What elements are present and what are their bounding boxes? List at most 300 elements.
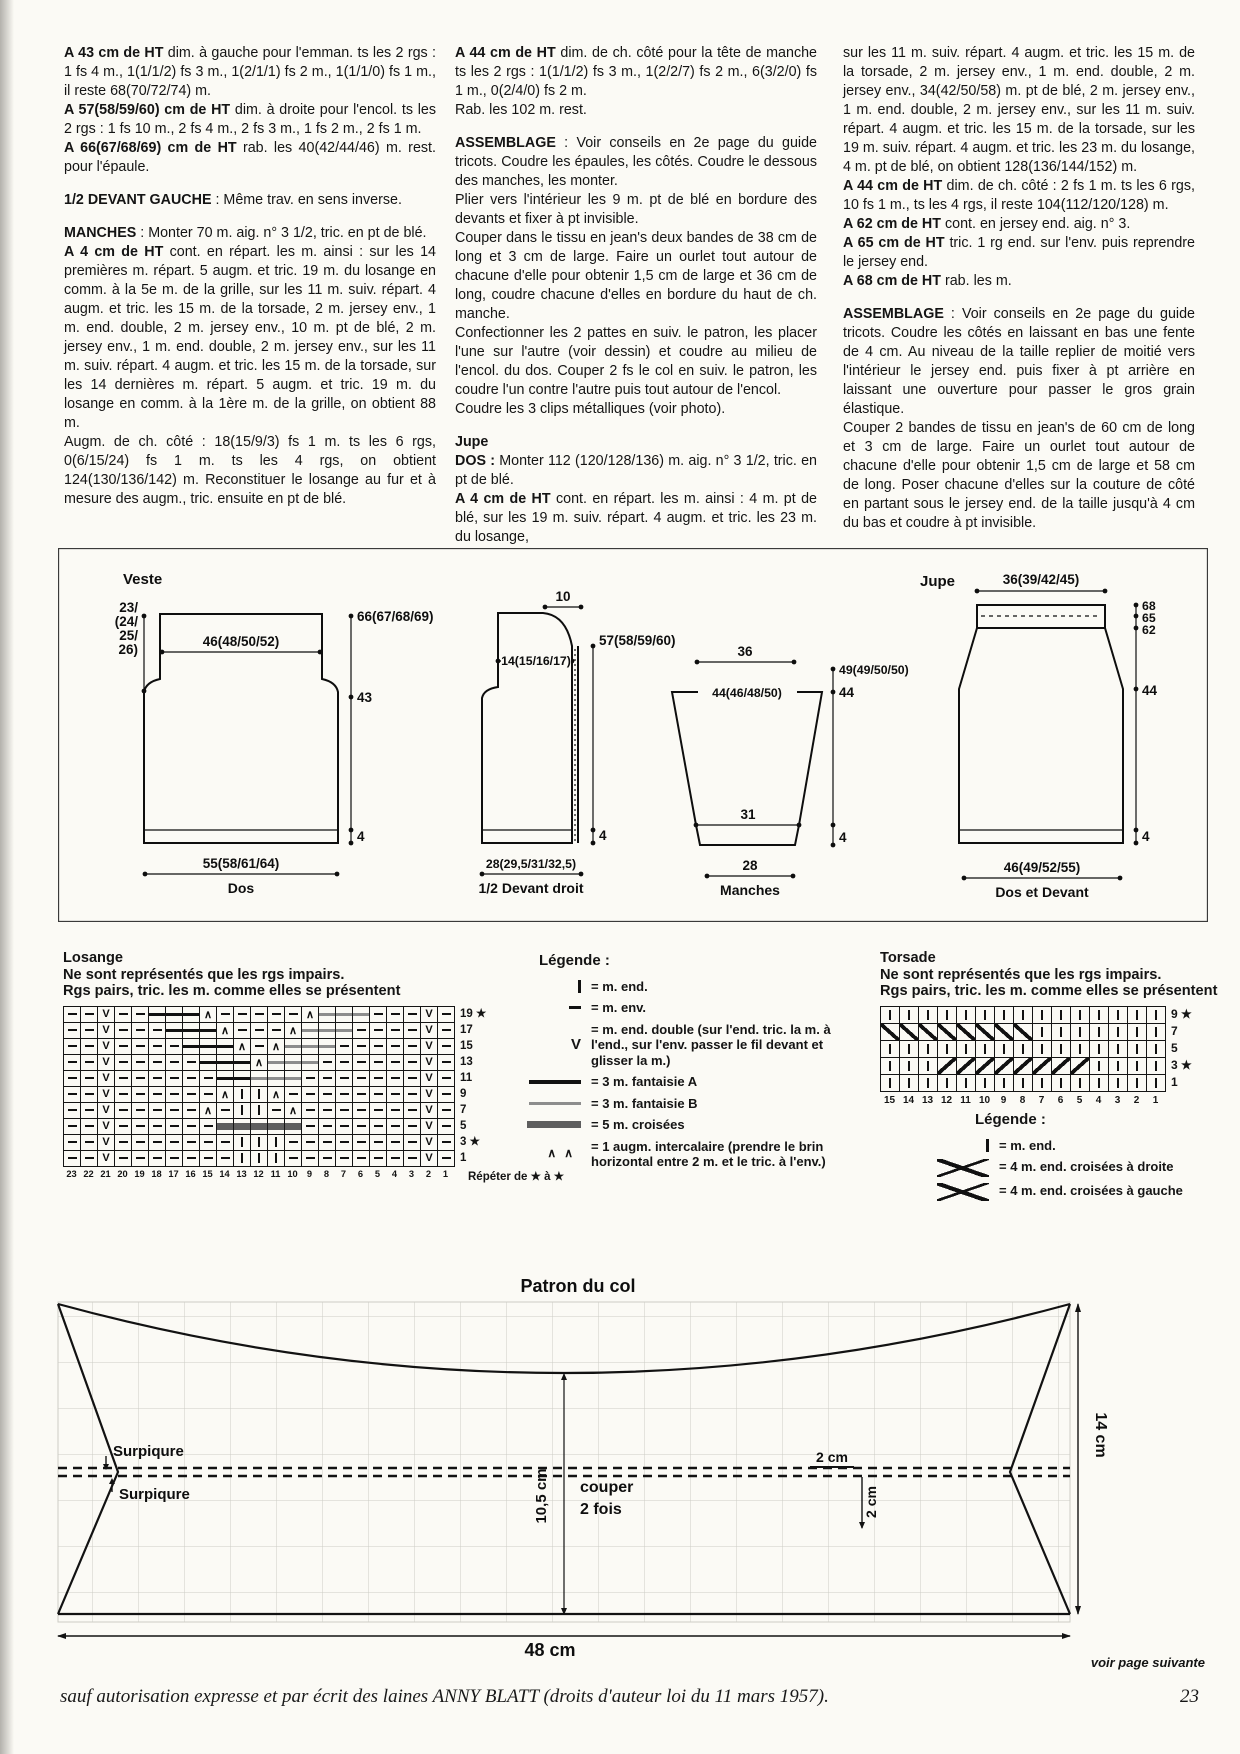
legend-text: = m. end. double (sur l'end. tric. la m. à l'end., sur l'env. passer le fil devant et glisser la m.) bbox=[591, 1021, 831, 1068]
stitch-cell bbox=[1051, 1006, 1070, 1023]
paragraph: Augm. de ch. côté : 18(15/9/3) fs 1 m. ts les 6 rgs, 0(6/15/24) fs 1 m. ts les 4 rgs, on obtient 124(130/136/142) m. Reconstituer le losange au fur et à mesure des augm., tric. ensuite en pt de blé. bbox=[64, 434, 436, 507]
stitch-cell: V bbox=[420, 1038, 437, 1054]
stitch-cell bbox=[918, 1006, 937, 1023]
stitch-cell bbox=[182, 1038, 199, 1054]
stitch-cell bbox=[1070, 1074, 1089, 1091]
stitch-cell: V bbox=[97, 1022, 114, 1038]
stitch-cell bbox=[148, 1038, 165, 1054]
dim-label: 4 bbox=[1142, 829, 1150, 844]
stitch-cell bbox=[403, 1022, 420, 1038]
stitch-cell bbox=[994, 1006, 1013, 1023]
stitch-cell bbox=[284, 1134, 301, 1150]
stitch-cell bbox=[267, 1150, 284, 1166]
stitch-cell bbox=[386, 1150, 403, 1166]
stitch-cell bbox=[899, 1006, 918, 1023]
stitch-cell bbox=[216, 1054, 233, 1070]
dim-label: 23/ bbox=[119, 600, 138, 615]
stitch-cell bbox=[250, 1006, 267, 1022]
stitch-cell bbox=[1127, 1057, 1146, 1074]
stitch-cell bbox=[199, 1134, 216, 1150]
stitch-cell bbox=[284, 1150, 301, 1166]
legend-text: = 3 m. fantaisie A bbox=[591, 1074, 698, 1089]
paragraph: Confectionner les 2 pattes en suiv. le patron, les placer l'une sur l'autre (voir dessin) et coudre au milieu de l'encol. du dos. Couper 2 fs le col en suiv. le patron, les coudre l'un contre l'autre puis tout autour de l'encol. bbox=[455, 325, 817, 398]
legend-title: Légende : bbox=[975, 1111, 1046, 1128]
stitch-cell bbox=[165, 1102, 182, 1118]
stitch-cell bbox=[199, 1118, 216, 1134]
stitch-cell bbox=[1127, 1006, 1146, 1023]
stitch-cell bbox=[1089, 1057, 1108, 1074]
stitch-cell bbox=[956, 1074, 975, 1091]
stitch-cell bbox=[880, 1057, 899, 1074]
torsade-legend-items bbox=[935, 1138, 1205, 1202]
cable-right-icon bbox=[937, 1159, 989, 1177]
stitch-cell bbox=[63, 1102, 80, 1118]
stitch-cell: ∧ bbox=[250, 1054, 267, 1070]
dim-label: 68 bbox=[1142, 599, 1156, 613]
stitch-cell bbox=[1013, 1074, 1032, 1091]
stitch-cell bbox=[182, 1118, 199, 1134]
stitch-cell: V bbox=[97, 1150, 114, 1166]
stitch-cell bbox=[216, 1134, 233, 1150]
stitch-cell: ∧ bbox=[284, 1102, 301, 1118]
stitch-cell bbox=[1070, 1040, 1089, 1057]
stitch-cell bbox=[1013, 1057, 1032, 1074]
stitch-cell bbox=[131, 1006, 148, 1022]
arrow-right-icon bbox=[1062, 1633, 1071, 1639]
stitch-cell bbox=[114, 1022, 131, 1038]
dim-label: 26) bbox=[118, 642, 138, 657]
chart-note: Rgs pairs, tric. les m. comme elles se présentent bbox=[63, 983, 401, 999]
paragraph: Couper dans le tissu en jean's deux bandes de 38 cm de long et 3 cm de large. Faire un ourlet tout autour de chacune d'elle pour obtenir 1,5 cm de large et 36 cm de long, coudre chacune d'elles en bordure du haut de ch. manche. bbox=[455, 230, 817, 322]
dim-label-vertical: 10,5 cm bbox=[533, 1468, 550, 1524]
stitch-cell bbox=[80, 1102, 97, 1118]
stitch-cell bbox=[352, 1086, 369, 1102]
stitch-cell bbox=[165, 1038, 182, 1054]
stitch-cell: ∧ bbox=[301, 1006, 318, 1022]
stitch-cell: V bbox=[420, 1102, 437, 1118]
dim-label: 44(46/48/50) bbox=[712, 686, 782, 700]
dim-label: 28(29,5/31/32,5) bbox=[485, 857, 577, 871]
stitch-cell bbox=[1108, 1074, 1127, 1091]
stitch-cell bbox=[1013, 1023, 1032, 1040]
stitch-cell bbox=[250, 1022, 267, 1038]
stitch-cell bbox=[369, 1006, 386, 1022]
stitch-cell bbox=[437, 1134, 454, 1150]
stitch-cell bbox=[1146, 1006, 1165, 1023]
stitch-cell bbox=[131, 1102, 148, 1118]
stitch-cell bbox=[250, 1038, 267, 1054]
paragraph: A 44 cm de HT dim. de ch. côté pour la tête de manche ts les 2 rgs : 1(1/1/2) fs 3 m., 1(2/2/7) fs 2 m., 6(3/2/0) fs 1 m., 0(2/4/0) fs 2 m. bbox=[455, 45, 817, 99]
paragraph: sur les 11 m. suiv. répart. 4 augm. et tric. les 15 m. de la torsade, 2 m. jersey env., 1 m. end. double, 2 m. jersey env., 34(42/50/58) m. pt de blé, 2 m. jersey env., 1 m. end. double, 2 m. jersey env., sur les 11 m. suiv. répart. 4 augm. et tric. les 15 m. de la torsade, sur les 19 m. suiv. répart. 4 augm. et tric. les 23 m. du losange, 4 m. pt de blé, on obtient 128(136/144/152) m. bbox=[843, 45, 1195, 175]
dim-label-vertical: 2 cm bbox=[863, 1486, 879, 1518]
stitch-cell bbox=[335, 1086, 352, 1102]
stitch-cell bbox=[352, 1070, 369, 1086]
piece-name: Manches bbox=[720, 882, 780, 898]
stitch-cell bbox=[318, 1022, 335, 1038]
stitch-cell bbox=[994, 1074, 1013, 1091]
paragraph: DOS : Monter 112 (120/128/136) m. aig. n° 3 1/2, tric. en pt de blé. bbox=[455, 453, 817, 488]
dim-label: 36(39/42/45) bbox=[1002, 572, 1080, 587]
chart-title: Torsade bbox=[880, 950, 936, 966]
paragraph: A 68 cm de HT rab. les m. bbox=[843, 273, 1012, 289]
stitch-cell bbox=[131, 1086, 148, 1102]
stitch-cell bbox=[403, 1006, 420, 1022]
stitch-cell bbox=[1032, 1074, 1051, 1091]
legend-text: = 4 m. end. croisées à droite bbox=[999, 1159, 1174, 1174]
stitch-cell bbox=[182, 1070, 199, 1086]
stitch-cell bbox=[182, 1022, 199, 1038]
stitch-cell bbox=[114, 1070, 131, 1086]
dim-label: 4 bbox=[599, 828, 607, 843]
stitch-cell bbox=[216, 1102, 233, 1118]
stitch-cell bbox=[233, 1022, 250, 1038]
stitch-cell bbox=[1032, 1040, 1051, 1057]
legend-title: Légende : bbox=[539, 952, 610, 969]
stitch-cell: ∧ bbox=[199, 1006, 216, 1022]
knit-stitch-icon bbox=[578, 980, 581, 993]
stitch-cell bbox=[114, 1102, 131, 1118]
stitch-cell bbox=[80, 1070, 97, 1086]
paragraph: Couper 2 bandes de tissu en jean's de 60 cm de long et 3 cm de large. Faire un ourlet tout autour de chacune d'elle pour obtenir 1,5 cm de large et 58 cm de long. Poser chacune d'elles sur la couture de côté en partant sous le jersey end. de la taille jusqu'à 4 cm du bas et coudre à pt invisible. bbox=[843, 420, 1195, 531]
stitch-cell bbox=[403, 1086, 420, 1102]
stitch-cell bbox=[233, 1070, 250, 1086]
stitch-cell bbox=[182, 1054, 199, 1070]
legend-item bbox=[935, 1183, 1205, 1201]
stitch-cell bbox=[1032, 1023, 1051, 1040]
knit-stitch-icon bbox=[986, 1139, 989, 1152]
stitch-cell bbox=[182, 1150, 199, 1166]
stitch-cell bbox=[284, 1118, 301, 1134]
stitch-cell bbox=[267, 1022, 284, 1038]
stitch-cell bbox=[80, 1022, 97, 1038]
stitch-cell bbox=[301, 1150, 318, 1166]
stitch-cell bbox=[1051, 1023, 1070, 1040]
stitch-cell bbox=[131, 1070, 148, 1086]
stitch-cell bbox=[233, 1118, 250, 1134]
stitch-cell bbox=[114, 1134, 131, 1150]
surpiqure-label-top: Surpiqure bbox=[113, 1443, 184, 1460]
stitch-cell bbox=[352, 1022, 369, 1038]
stitch-cell bbox=[994, 1057, 1013, 1074]
stitch-cell bbox=[301, 1070, 318, 1086]
stitch-cell bbox=[216, 1118, 233, 1134]
stitch-cell bbox=[131, 1038, 148, 1054]
increase-icon: ∧∧ bbox=[547, 1146, 581, 1161]
stitch-cell bbox=[1032, 1006, 1051, 1023]
paragraph: A 4 cm de HT cont. en répart. les m. ainsi : sur les 14 premières m. répart. 5 augm. et tric. 19 m. du losange en comm. à la 5e m. de la grille, sur les 11 m. suiv. répart. 4 augm. et tric. les 15 m. de la torsade, 2 m. jersey env., 1 m. end. double, 2 m. jersey env., 10 m. pt de blé, 2 m. jersey env., 1 m. end. double, 2 m. jersey env., sur les 11 m. suiv. répart. 4 augm. et tric. les 15 m. de la torsade, sur les 14 dernières m. répart. 5 augm. et tric. 19 m. du losange en comm. à la 1ère m. de la grille, on obtient 88 m. bbox=[64, 244, 436, 431]
stitch-cell bbox=[233, 1086, 250, 1102]
arrow-up-icon bbox=[1075, 1303, 1081, 1312]
chart-note: Ne sont représentés que les rgs impairs. bbox=[63, 966, 345, 983]
legend-text: = m. end. bbox=[999, 1137, 1056, 1153]
stitch-cell bbox=[1089, 1006, 1108, 1023]
stitch-cell bbox=[352, 1006, 369, 1022]
schematic-manches bbox=[672, 644, 909, 898]
stitch-cell: V bbox=[420, 1134, 437, 1150]
stitch-cell bbox=[80, 1038, 97, 1054]
dim-label: 57(58/59/60) bbox=[599, 633, 676, 648]
stitch-cell bbox=[937, 1040, 956, 1057]
stitch-cell bbox=[233, 1150, 250, 1166]
dim-label: 48 cm bbox=[524, 1640, 576, 1660]
stitch-cell bbox=[899, 1074, 918, 1091]
legend-text: = 4 m. end. croisées à gauche bbox=[999, 1183, 1183, 1198]
garment-outline bbox=[959, 605, 1123, 843]
stitch-cell bbox=[63, 1086, 80, 1102]
dim-label: 2 cm bbox=[816, 1449, 848, 1465]
stitch-cell bbox=[386, 1070, 403, 1086]
stitch-cell bbox=[369, 1054, 386, 1070]
torsade-grid-slot bbox=[880, 1006, 1166, 1093]
cut-instruction: 2 fois bbox=[580, 1501, 622, 1518]
schematic-devant-droit bbox=[478, 589, 675, 896]
stitch-cell bbox=[437, 1102, 454, 1118]
paragraph: ASSEMBLAGE : Voir conseils en 2e page du guide tricots. Coudre les épaules, les côtés. Coudre le dessous des manches, les monter. bbox=[455, 135, 817, 189]
schematic-veste-dos bbox=[115, 571, 434, 896]
stitch-cell bbox=[899, 1040, 918, 1057]
stitch-cell bbox=[301, 1086, 318, 1102]
stitch-cell bbox=[301, 1022, 318, 1038]
stitch-cell bbox=[233, 1054, 250, 1070]
stitch-cell bbox=[335, 1038, 352, 1054]
stitch-cell bbox=[199, 1054, 216, 1070]
stitch-cell bbox=[80, 1150, 97, 1166]
stitch-cell: V bbox=[97, 1102, 114, 1118]
stitch-cell: ∧ bbox=[284, 1022, 301, 1038]
stitch-cell bbox=[63, 1022, 80, 1038]
stitch-cell bbox=[318, 1054, 335, 1070]
st-grid bbox=[63, 1006, 455, 1167]
legend-text: = 1 augm. intercalaire (prendre le brin horizontal entre 2 m. et le tric. à l'env.) bbox=[591, 1138, 826, 1169]
stitch-cell bbox=[1108, 1023, 1127, 1040]
stitch-cell bbox=[1108, 1040, 1127, 1057]
stitch-cell bbox=[335, 1118, 352, 1134]
stitch-cell bbox=[199, 1150, 216, 1166]
stitch-cell bbox=[216, 1070, 233, 1086]
stitch-cell bbox=[369, 1134, 386, 1150]
page-number: 23 bbox=[1180, 1686, 1199, 1707]
stitch-cell bbox=[165, 1118, 182, 1134]
stitch-cell bbox=[386, 1086, 403, 1102]
stitch-cell bbox=[403, 1038, 420, 1054]
st-grid bbox=[880, 1006, 1166, 1092]
row-labels: 9 ★ 7 5 3 ★ 1 bbox=[1171, 1006, 1192, 1089]
stitch-cell bbox=[80, 1118, 97, 1134]
stitch-cell: V bbox=[97, 1006, 114, 1022]
stitch-cell bbox=[80, 1134, 97, 1150]
stitch-cell: ∧ bbox=[199, 1102, 216, 1118]
stitch-cell bbox=[956, 1040, 975, 1057]
crossed-5-icon bbox=[527, 1121, 581, 1128]
stitch-cell bbox=[63, 1150, 80, 1166]
stitch-cell: V bbox=[420, 1006, 437, 1022]
stitch-cell bbox=[1032, 1057, 1051, 1074]
schematic-title: Jupe bbox=[920, 573, 956, 590]
piece-name: 1/2 Devant droit bbox=[478, 880, 584, 896]
legend-item bbox=[527, 1096, 842, 1112]
stitch-cell: V bbox=[97, 1038, 114, 1054]
arrow-left-icon bbox=[57, 1633, 66, 1639]
stitch-cell bbox=[148, 1054, 165, 1070]
stitch-cell bbox=[369, 1070, 386, 1086]
stitch-cell bbox=[937, 1074, 956, 1091]
stitch-cell bbox=[216, 1150, 233, 1166]
stitch-cell bbox=[937, 1057, 956, 1074]
stitch-cell: ∧ bbox=[233, 1038, 250, 1054]
dim-label: 10 bbox=[555, 589, 571, 604]
text-column-3 bbox=[843, 44, 1195, 533]
torsade-legend bbox=[935, 1112, 1205, 1207]
stitch-cell bbox=[1146, 1040, 1165, 1057]
dim-label: 62 bbox=[1142, 623, 1156, 637]
text-column-1 bbox=[64, 44, 436, 509]
dim-label: 65 bbox=[1142, 611, 1156, 625]
dim-label: 4 bbox=[839, 830, 847, 845]
stitch-cell bbox=[148, 1086, 165, 1102]
stitch-cell bbox=[1013, 1040, 1032, 1057]
stitch-cell bbox=[114, 1054, 131, 1070]
schematic-title: Veste bbox=[123, 571, 163, 588]
stitch-cell bbox=[403, 1118, 420, 1134]
stitch-cell bbox=[148, 1102, 165, 1118]
stitch-cell bbox=[199, 1070, 216, 1086]
legend-item bbox=[527, 1117, 842, 1133]
stitch-cell bbox=[63, 1006, 80, 1022]
stitch-cell bbox=[352, 1054, 369, 1070]
chart-title: Losange bbox=[63, 950, 124, 966]
legend-text: = 5 m. croisées bbox=[591, 1117, 685, 1132]
stitch-cell bbox=[1089, 1074, 1108, 1091]
stitch-cell bbox=[1146, 1023, 1165, 1040]
stitch-cell bbox=[318, 1038, 335, 1054]
paragraph: Rab. les 102 m. rest. bbox=[455, 102, 587, 118]
paragraph: Plier vers l'intérieur les 9 m. pt de blé en bordure des devants et fixer à pt invisible. bbox=[455, 192, 817, 227]
stitch-cell bbox=[335, 1070, 352, 1086]
stitch-cell bbox=[63, 1134, 80, 1150]
stitch-cell bbox=[437, 1118, 454, 1134]
schematic-jupe bbox=[920, 572, 1158, 900]
legend-item bbox=[935, 1138, 1205, 1154]
stitch-cell bbox=[1127, 1074, 1146, 1091]
dim-label: 14(15/16/17) bbox=[501, 654, 571, 668]
stitch-cell bbox=[301, 1038, 318, 1054]
stitch-cell bbox=[335, 1022, 352, 1038]
stitch-cell bbox=[1127, 1023, 1146, 1040]
stitch-cell bbox=[994, 1023, 1013, 1040]
stitch-cell bbox=[975, 1057, 994, 1074]
stitch-cell bbox=[335, 1150, 352, 1166]
stitch-cell: ∧ bbox=[216, 1086, 233, 1102]
stitch-cell bbox=[250, 1102, 267, 1118]
stitch-cell bbox=[165, 1070, 182, 1086]
stitch-cell bbox=[182, 1086, 199, 1102]
stitch-cell bbox=[335, 1102, 352, 1118]
stitch-cell bbox=[148, 1006, 165, 1022]
stitch-cell bbox=[386, 1054, 403, 1070]
stitch-cell bbox=[975, 1074, 994, 1091]
stitch-cell bbox=[267, 1006, 284, 1022]
stitch-cell bbox=[880, 1006, 899, 1023]
paragraph: A 4 cm de HT cont. en répart. les m. ainsi : 4 m. pt de blé, sur les 19 m. suiv. répart. 4 augm. et tric. les 23 m. du losange, bbox=[455, 491, 817, 545]
stitch-cell bbox=[369, 1086, 386, 1102]
stitch-cell bbox=[403, 1150, 420, 1166]
stitch-cell bbox=[131, 1118, 148, 1134]
stitch-cell bbox=[1070, 1006, 1089, 1023]
stitch-cell bbox=[880, 1023, 899, 1040]
stitch-cell bbox=[250, 1070, 267, 1086]
stitch-cell bbox=[899, 1057, 918, 1074]
stitch-cell bbox=[369, 1150, 386, 1166]
stitch-cell bbox=[1146, 1074, 1165, 1091]
stitch-cell bbox=[114, 1086, 131, 1102]
diagram-title: Patron du col bbox=[520, 1276, 636, 1296]
stitch-cell bbox=[437, 1022, 454, 1038]
piece-name: Dos bbox=[227, 880, 255, 896]
stitch-cell bbox=[1089, 1023, 1108, 1040]
stitch-cell bbox=[369, 1022, 386, 1038]
stitch-cell bbox=[63, 1038, 80, 1054]
stitch-cell: V bbox=[97, 1070, 114, 1086]
stitch-cell bbox=[1051, 1074, 1070, 1091]
stitch-cell bbox=[165, 1086, 182, 1102]
stitch-cell bbox=[267, 1102, 284, 1118]
stitch-cell bbox=[267, 1118, 284, 1134]
stitch-cell bbox=[301, 1134, 318, 1150]
stitch-cell bbox=[318, 1086, 335, 1102]
stitch-cell bbox=[80, 1086, 97, 1102]
stitch-cell: ∧ bbox=[267, 1086, 284, 1102]
stitch-cell bbox=[80, 1054, 97, 1070]
losange-legend-items bbox=[527, 979, 842, 1170]
stitch-cell bbox=[975, 1006, 994, 1023]
stitch-cell bbox=[975, 1040, 994, 1057]
stitch-cell bbox=[386, 1038, 403, 1054]
stitch-cell bbox=[250, 1134, 267, 1150]
stitch-cell bbox=[233, 1134, 250, 1150]
stitch-cell bbox=[301, 1118, 318, 1134]
stitch-cell bbox=[182, 1134, 199, 1150]
stitch-cell bbox=[1051, 1057, 1070, 1074]
stitch-cell bbox=[386, 1102, 403, 1118]
dim-label: 31 bbox=[740, 807, 756, 822]
losange-grid-slot bbox=[63, 1006, 455, 1167]
stitch-cell bbox=[301, 1054, 318, 1070]
stitch-cell bbox=[199, 1038, 216, 1054]
stitch-cell bbox=[1070, 1057, 1089, 1074]
paragraph: A 62 cm de HT cont. en jersey end. aig. n° 3. bbox=[843, 216, 1131, 232]
stitch-cell bbox=[437, 1150, 454, 1166]
chart-note: Rgs pairs, tric. les m. comme elles se présentent bbox=[880, 983, 1218, 999]
stitch-cell bbox=[369, 1038, 386, 1054]
stitch-cell bbox=[284, 1038, 301, 1054]
legend-text: = m. end. bbox=[591, 978, 648, 994]
stitch-cell bbox=[352, 1102, 369, 1118]
stitch-cell bbox=[437, 1006, 454, 1022]
stitch-cell bbox=[369, 1118, 386, 1134]
stitch-cell bbox=[318, 1150, 335, 1166]
stitch-cell bbox=[352, 1134, 369, 1150]
stitch-cell: V bbox=[97, 1054, 114, 1070]
stitch-cell bbox=[918, 1040, 937, 1057]
stitch-cell bbox=[937, 1006, 956, 1023]
stitch-cell bbox=[80, 1006, 97, 1022]
stitch-cell bbox=[148, 1150, 165, 1166]
collar-pattern-diagram bbox=[0, 1270, 1240, 1680]
stitch-cell bbox=[437, 1054, 454, 1070]
stitch-cell bbox=[318, 1070, 335, 1086]
stitch-cell bbox=[267, 1134, 284, 1150]
garment-outline bbox=[482, 613, 572, 843]
